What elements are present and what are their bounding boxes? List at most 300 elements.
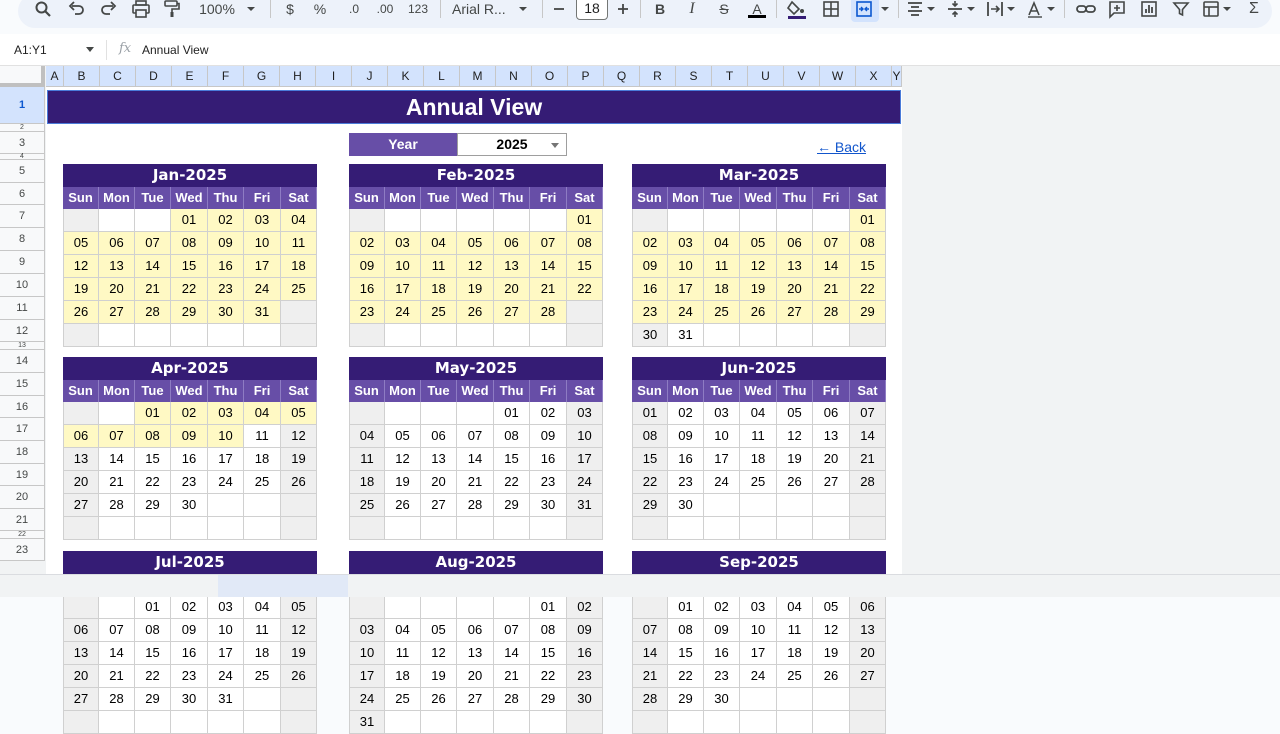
day-cell[interactable]: 14: [494, 642, 530, 665]
day-cell[interactable]: 24: [208, 471, 244, 494]
day-cell[interactable]: 30: [668, 494, 704, 517]
zoom-dropdown-icon[interactable]: [246, 0, 258, 18]
empty-day-cell[interactable]: [244, 494, 281, 517]
empty-day-cell[interactable]: [208, 711, 244, 734]
empty-day-cell[interactable]: [135, 517, 171, 540]
column-header[interactable]: M: [460, 66, 496, 87]
empty-day-cell[interactable]: [777, 688, 813, 711]
day-cell[interactable]: 08: [850, 232, 886, 255]
empty-day-cell[interactable]: [567, 301, 603, 324]
day-cell[interactable]: 13: [63, 642, 99, 665]
day-cell[interactable]: 23: [208, 278, 244, 301]
day-cell[interactable]: 22: [567, 278, 603, 301]
weekday-header[interactable]: Mon: [668, 380, 704, 402]
day-cell[interactable]: 23: [349, 301, 385, 324]
day-cell[interactable]: 10: [349, 642, 385, 665]
weekday-header[interactable]: Tue: [704, 187, 740, 209]
day-cell[interactable]: 30: [632, 324, 668, 347]
row-header[interactable]: 7: [0, 205, 45, 228]
day-cell[interactable]: 28: [530, 301, 567, 324]
day-cell[interactable]: 29: [530, 688, 567, 711]
day-cell[interactable]: 15: [171, 255, 208, 278]
day-cell[interactable]: 31: [668, 324, 704, 347]
day-cell[interactable]: 13: [457, 642, 494, 665]
row-header[interactable]: 22: [0, 531, 45, 539]
empty-day-cell[interactable]: [457, 711, 494, 734]
day-cell[interactable]: 10: [244, 232, 281, 255]
empty-day-cell[interactable]: [135, 209, 171, 232]
weekday-header[interactable]: Sat: [281, 380, 317, 402]
weekday-header[interactable]: Thu: [777, 380, 813, 402]
day-cell[interactable]: 28: [850, 471, 886, 494]
day-cell[interactable]: 13: [494, 255, 530, 278]
day-cell[interactable]: 26: [740, 301, 777, 324]
column-header[interactable]: B: [64, 66, 100, 87]
month-title[interactable]: Jan-2025: [63, 164, 317, 187]
empty-day-cell[interactable]: [244, 711, 281, 734]
more-formats-button[interactable]: 123: [407, 2, 429, 16]
empty-day-cell[interactable]: [281, 688, 317, 711]
day-cell[interactable]: 18: [385, 665, 421, 688]
format-currency-button[interactable]: $: [286, 1, 294, 17]
empty-day-cell[interactable]: [632, 517, 668, 540]
day-cell[interactable]: 24: [740, 665, 777, 688]
day-cell[interactable]: 31: [567, 494, 603, 517]
weekday-header[interactable]: Mon: [99, 187, 135, 209]
day-cell[interactable]: 13: [813, 425, 850, 448]
weekday-header[interactable]: Tue: [135, 380, 171, 402]
empty-day-cell[interactable]: [777, 494, 813, 517]
empty-day-cell[interactable]: [813, 711, 850, 734]
day-cell[interactable]: 25: [281, 278, 317, 301]
h-align-dropdown-icon[interactable]: [926, 0, 936, 18]
fill-color-icon[interactable]: [786, 0, 810, 18]
empty-day-cell[interactable]: [850, 517, 886, 540]
day-cell[interactable]: 25: [740, 471, 777, 494]
day-cell[interactable]: 27: [457, 688, 494, 711]
day-cell[interactable]: 22: [668, 665, 704, 688]
weekday-header[interactable]: Sun: [632, 380, 668, 402]
day-cell[interactable]: 09: [530, 425, 567, 448]
empty-day-cell[interactable]: [494, 596, 530, 619]
day-cell[interactable]: 15: [135, 448, 171, 471]
day-cell[interactable]: 06: [99, 232, 135, 255]
weekday-header[interactable]: Tue: [704, 380, 740, 402]
column-header[interactable]: Q: [604, 66, 640, 87]
empty-day-cell[interactable]: [421, 711, 457, 734]
day-cell[interactable]: 27: [813, 471, 850, 494]
day-cell[interactable]: 11: [244, 425, 281, 448]
day-cell[interactable]: 01: [135, 402, 171, 425]
row-header[interactable]: 21: [0, 509, 45, 531]
day-cell[interactable]: 19: [421, 665, 457, 688]
day-cell[interactable]: 02: [668, 402, 704, 425]
empty-day-cell[interactable]: [530, 517, 567, 540]
day-cell[interactable]: 01: [567, 209, 603, 232]
empty-day-cell[interactable]: [813, 324, 850, 347]
row-header[interactable]: 15: [0, 373, 45, 396]
empty-day-cell[interactable]: [813, 517, 850, 540]
day-cell[interactable]: 01: [530, 596, 567, 619]
empty-day-cell[interactable]: [704, 209, 740, 232]
day-cell[interactable]: 08: [135, 425, 171, 448]
day-cell[interactable]: 07: [530, 232, 567, 255]
empty-day-cell[interactable]: [813, 494, 850, 517]
day-cell[interactable]: 25: [244, 471, 281, 494]
day-cell[interactable]: 16: [668, 448, 704, 471]
day-cell[interactable]: 27: [494, 301, 530, 324]
empty-day-cell[interactable]: [668, 711, 704, 734]
font-dropdown-icon[interactable]: [518, 0, 530, 18]
column-header[interactable]: W: [820, 66, 856, 87]
day-cell[interactable]: 16: [704, 642, 740, 665]
day-cell[interactable]: 11: [777, 619, 813, 642]
day-cell[interactable]: 19: [385, 471, 421, 494]
text-wrapping-icon[interactable]: [986, 0, 1006, 18]
day-cell[interactable]: 24: [244, 278, 281, 301]
day-cell[interactable]: 17: [208, 642, 244, 665]
empty-day-cell[interactable]: [850, 711, 886, 734]
row-header[interactable]: 9: [0, 251, 45, 274]
day-cell[interactable]: 16: [632, 278, 668, 301]
day-cell[interactable]: 09: [567, 619, 603, 642]
day-cell[interactable]: 14: [632, 642, 668, 665]
day-cell[interactable]: 18: [704, 278, 740, 301]
day-cell[interactable]: 04: [349, 425, 385, 448]
day-cell[interactable]: 24: [567, 471, 603, 494]
day-cell[interactable]: 22: [632, 471, 668, 494]
bold-button[interactable]: B: [654, 1, 666, 17]
empty-day-cell[interactable]: [281, 494, 317, 517]
insert-chart-icon[interactable]: [1140, 0, 1160, 18]
day-cell[interactable]: 17: [740, 642, 777, 665]
day-cell[interactable]: 30: [567, 688, 603, 711]
day-cell[interactable]: 21: [99, 471, 135, 494]
weekday-header[interactable]: Sun: [63, 187, 99, 209]
day-cell[interactable]: 04: [244, 402, 281, 425]
empty-day-cell[interactable]: [457, 517, 494, 540]
empty-day-cell[interactable]: [99, 711, 135, 734]
day-cell[interactable]: 19: [813, 642, 850, 665]
day-cell[interactable]: 06: [63, 425, 99, 448]
day-cell[interactable]: 17: [208, 448, 244, 471]
sheet-title-banner[interactable]: Annual View: [47, 90, 901, 124]
column-header[interactable]: D: [136, 66, 172, 87]
day-cell[interactable]: 17: [668, 278, 704, 301]
day-cell[interactable]: 30: [704, 688, 740, 711]
day-cell[interactable]: 08: [668, 619, 704, 642]
formula-input[interactable]: Annual View: [142, 43, 209, 57]
day-cell[interactable]: 11: [281, 232, 317, 255]
empty-day-cell[interactable]: [208, 324, 244, 347]
empty-day-cell[interactable]: [281, 711, 317, 734]
day-cell[interactable]: 20: [850, 642, 886, 665]
empty-day-cell[interactable]: [63, 324, 99, 347]
year-dropdown[interactable]: [457, 133, 567, 156]
column-header[interactable]: E: [172, 66, 208, 87]
paint-format-icon[interactable]: [163, 0, 183, 18]
empty-day-cell[interactable]: [99, 402, 135, 425]
day-cell[interactable]: 04: [244, 596, 281, 619]
empty-day-cell[interactable]: [777, 517, 813, 540]
weekday-header[interactable]: Tue: [421, 380, 457, 402]
empty-day-cell[interactable]: [421, 517, 457, 540]
weekday-header[interactable]: Fri: [244, 380, 281, 402]
day-cell[interactable]: 23: [171, 471, 208, 494]
day-cell[interactable]: 26: [457, 301, 494, 324]
day-cell[interactable]: 14: [457, 448, 494, 471]
empty-day-cell[interactable]: [704, 494, 740, 517]
empty-day-cell[interactable]: [777, 324, 813, 347]
weekday-header[interactable]: Wed: [457, 380, 494, 402]
day-cell[interactable]: 10: [208, 619, 244, 642]
day-cell[interactable]: 06: [777, 232, 813, 255]
day-cell[interactable]: 18: [421, 278, 457, 301]
weekday-header[interactable]: Mon: [385, 380, 421, 402]
empty-day-cell[interactable]: [494, 517, 530, 540]
day-cell[interactable]: 27: [421, 494, 457, 517]
day-cell[interactable]: 21: [850, 448, 886, 471]
day-cell[interactable]: 05: [281, 596, 317, 619]
filter-icon[interactable]: [1172, 0, 1192, 18]
day-cell[interactable]: 22: [135, 471, 171, 494]
day-cell[interactable]: 29: [668, 688, 704, 711]
strikethrough-button[interactable]: S: [719, 1, 729, 17]
row-header[interactable]: 16: [0, 396, 45, 418]
day-cell[interactable]: 12: [813, 619, 850, 642]
day-cell[interactable]: 02: [349, 232, 385, 255]
decrease-decimal-button[interactable]: .0: [348, 2, 359, 16]
empty-day-cell[interactable]: [494, 324, 530, 347]
row-header[interactable]: 3: [0, 132, 45, 154]
day-cell[interactable]: 11: [385, 642, 421, 665]
v-align-dropdown-icon[interactable]: [966, 0, 976, 18]
empty-day-cell[interactable]: [740, 517, 777, 540]
day-cell[interactable]: 07: [850, 402, 886, 425]
empty-day-cell[interactable]: [850, 494, 886, 517]
day-cell[interactable]: 29: [135, 688, 171, 711]
day-cell[interactable]: 17: [385, 278, 421, 301]
day-cell[interactable]: 25: [421, 301, 457, 324]
day-cell[interactable]: 15: [530, 642, 567, 665]
day-cell[interactable]: 12: [281, 425, 317, 448]
day-cell[interactable]: 08: [530, 619, 567, 642]
empty-day-cell[interactable]: [740, 324, 777, 347]
day-cell[interactable]: 18: [777, 642, 813, 665]
day-cell[interactable]: 06: [813, 402, 850, 425]
text-color-button[interactable]: A: [748, 0, 766, 18]
day-cell[interactable]: 08: [135, 619, 171, 642]
horizontal-align-icon[interactable]: [906, 0, 926, 18]
weekday-header[interactable]: Sun: [349, 187, 385, 209]
weekday-header[interactable]: Fri: [244, 187, 281, 209]
day-cell[interactable]: 25: [349, 494, 385, 517]
day-cell[interactable]: 05: [740, 232, 777, 255]
day-cell[interactable]: 14: [813, 255, 850, 278]
day-cell[interactable]: 11: [704, 255, 740, 278]
empty-day-cell[interactable]: [99, 596, 135, 619]
weekday-header[interactable]: Tue: [421, 187, 457, 209]
day-cell[interactable]: 20: [777, 278, 813, 301]
row-header[interactable]: 4: [0, 154, 45, 160]
row-header[interactable]: 12: [0, 320, 45, 342]
empty-day-cell[interactable]: [349, 596, 385, 619]
day-cell[interactable]: 19: [63, 278, 99, 301]
day-cell[interactable]: 16: [530, 448, 567, 471]
day-cell[interactable]: 12: [777, 425, 813, 448]
weekday-header[interactable]: Sat: [567, 187, 603, 209]
back-link[interactable]: ← Back: [817, 139, 867, 155]
weekday-header[interactable]: Sat: [281, 187, 317, 209]
empty-day-cell[interactable]: [704, 711, 740, 734]
day-cell[interactable]: 13: [850, 619, 886, 642]
day-cell[interactable]: 03: [740, 596, 777, 619]
day-cell[interactable]: 15: [567, 255, 603, 278]
column-header[interactable]: A: [46, 66, 64, 87]
day-cell[interactable]: 15: [494, 448, 530, 471]
day-cell[interactable]: 16: [208, 255, 244, 278]
day-cell[interactable]: 02: [171, 596, 208, 619]
column-header[interactable]: L: [424, 66, 460, 87]
day-cell[interactable]: 20: [457, 665, 494, 688]
weekday-header[interactable]: Wed: [740, 380, 777, 402]
day-cell[interactable]: 03: [349, 619, 385, 642]
empty-day-cell[interactable]: [99, 517, 135, 540]
day-cell[interactable]: 27: [63, 688, 99, 711]
day-cell[interactable]: 01: [632, 402, 668, 425]
day-cell[interactable]: 13: [777, 255, 813, 278]
day-cell[interactable]: 11: [740, 425, 777, 448]
empty-day-cell[interactable]: [421, 209, 457, 232]
day-cell[interactable]: 19: [457, 278, 494, 301]
day-cell[interactable]: 01: [171, 209, 208, 232]
empty-day-cell[interactable]: [421, 596, 457, 619]
font-size-input[interactable]: 18: [576, 0, 608, 20]
day-cell[interactable]: 06: [63, 619, 99, 642]
empty-day-cell[interactable]: [349, 324, 385, 347]
day-cell[interactable]: 10: [668, 255, 704, 278]
day-cell[interactable]: 20: [63, 665, 99, 688]
day-cell[interactable]: 10: [208, 425, 244, 448]
day-cell[interactable]: 23: [171, 665, 208, 688]
day-cell[interactable]: 16: [349, 278, 385, 301]
month-title[interactable]: Feb-2025: [349, 164, 603, 187]
empty-day-cell[interactable]: [349, 209, 385, 232]
row-header[interactable]: 2: [0, 124, 45, 132]
column-header[interactable]: H: [280, 66, 316, 87]
day-cell[interactable]: 03: [244, 209, 281, 232]
day-cell[interactable]: 26: [281, 665, 317, 688]
day-cell[interactable]: 02: [530, 402, 567, 425]
weekday-header[interactable]: Thu: [494, 380, 530, 402]
day-cell[interactable]: 20: [494, 278, 530, 301]
empty-day-cell[interactable]: [668, 209, 704, 232]
day-cell[interactable]: 22: [135, 665, 171, 688]
row-header[interactable]: 6: [0, 183, 45, 205]
day-cell[interactable]: 26: [385, 494, 421, 517]
day-cell[interactable]: 02: [704, 596, 740, 619]
column-header[interactable]: X: [856, 66, 892, 87]
empty-day-cell[interactable]: [385, 324, 421, 347]
empty-day-cell[interactable]: [385, 517, 421, 540]
column-header[interactable]: G: [244, 66, 280, 87]
day-cell[interactable]: 12: [281, 619, 317, 642]
insert-link-icon[interactable]: [1076, 0, 1096, 18]
day-cell[interactable]: 05: [457, 232, 494, 255]
empty-day-cell[interactable]: [813, 688, 850, 711]
select-all-corner[interactable]: [0, 66, 45, 87]
day-cell[interactable]: 14: [99, 448, 135, 471]
day-cell[interactable]: 27: [63, 494, 99, 517]
increase-font-size-icon[interactable]: [616, 0, 632, 18]
empty-day-cell[interactable]: [208, 494, 244, 517]
empty-day-cell[interactable]: [281, 324, 317, 347]
day-cell[interactable]: 29: [632, 494, 668, 517]
empty-day-cell[interactable]: [740, 494, 777, 517]
day-cell[interactable]: 28: [494, 688, 530, 711]
weekday-header[interactable]: Fri: [813, 187, 850, 209]
row-header[interactable]: 17: [0, 418, 45, 441]
row-header[interactable]: 13: [0, 342, 45, 350]
day-cell[interactable]: 29: [494, 494, 530, 517]
day-cell[interactable]: 19: [740, 278, 777, 301]
merge-dropdown-icon[interactable]: [880, 0, 892, 18]
day-cell[interactable]: 12: [63, 255, 99, 278]
print-icon[interactable]: [131, 0, 153, 18]
empty-day-cell[interactable]: [567, 324, 603, 347]
empty-day-cell[interactable]: [63, 517, 99, 540]
day-cell[interactable]: 05: [777, 402, 813, 425]
day-cell[interactable]: 06: [850, 596, 886, 619]
empty-day-cell[interactable]: [740, 688, 777, 711]
day-cell[interactable]: 27: [850, 665, 886, 688]
day-cell[interactable]: 11: [244, 619, 281, 642]
month-title[interactable]: Apr-2025: [63, 357, 317, 380]
weekday-header[interactable]: Thu: [494, 187, 530, 209]
day-cell[interactable]: 06: [457, 619, 494, 642]
day-cell[interactable]: 31: [244, 301, 281, 324]
day-cell[interactable]: 18: [281, 255, 317, 278]
column-header[interactable]: Y: [892, 66, 902, 87]
day-cell[interactable]: 13: [421, 448, 457, 471]
day-cell[interactable]: 30: [208, 301, 244, 324]
rotation-dropdown-icon[interactable]: [1046, 0, 1056, 18]
row-header[interactable]: 1: [0, 87, 45, 124]
empty-day-cell[interactable]: [457, 596, 494, 619]
day-cell[interactable]: 18: [349, 471, 385, 494]
month-title[interactable]: May-2025: [349, 357, 603, 380]
day-cell[interactable]: 03: [567, 402, 603, 425]
day-cell[interactable]: 01: [494, 402, 530, 425]
weekday-header[interactable]: Wed: [171, 187, 208, 209]
filter-views-icon[interactable]: [1202, 0, 1222, 18]
day-cell[interactable]: 11: [349, 448, 385, 471]
day-cell[interactable]: 12: [457, 255, 494, 278]
empty-day-cell[interactable]: [530, 711, 567, 734]
borders-icon[interactable]: [822, 0, 842, 18]
day-cell[interactable]: 24: [349, 688, 385, 711]
day-cell[interactable]: 31: [208, 688, 244, 711]
column-header[interactable]: S: [676, 66, 712, 87]
empty-day-cell[interactable]: [632, 711, 668, 734]
day-cell[interactable]: 23: [704, 665, 740, 688]
day-cell[interactable]: 12: [385, 448, 421, 471]
day-cell[interactable]: 26: [777, 471, 813, 494]
day-cell[interactable]: 25: [244, 665, 281, 688]
day-cell[interactable]: 22: [850, 278, 886, 301]
empty-day-cell[interactable]: [850, 324, 886, 347]
year-dropdown-icon[interactable]: [551, 143, 559, 148]
